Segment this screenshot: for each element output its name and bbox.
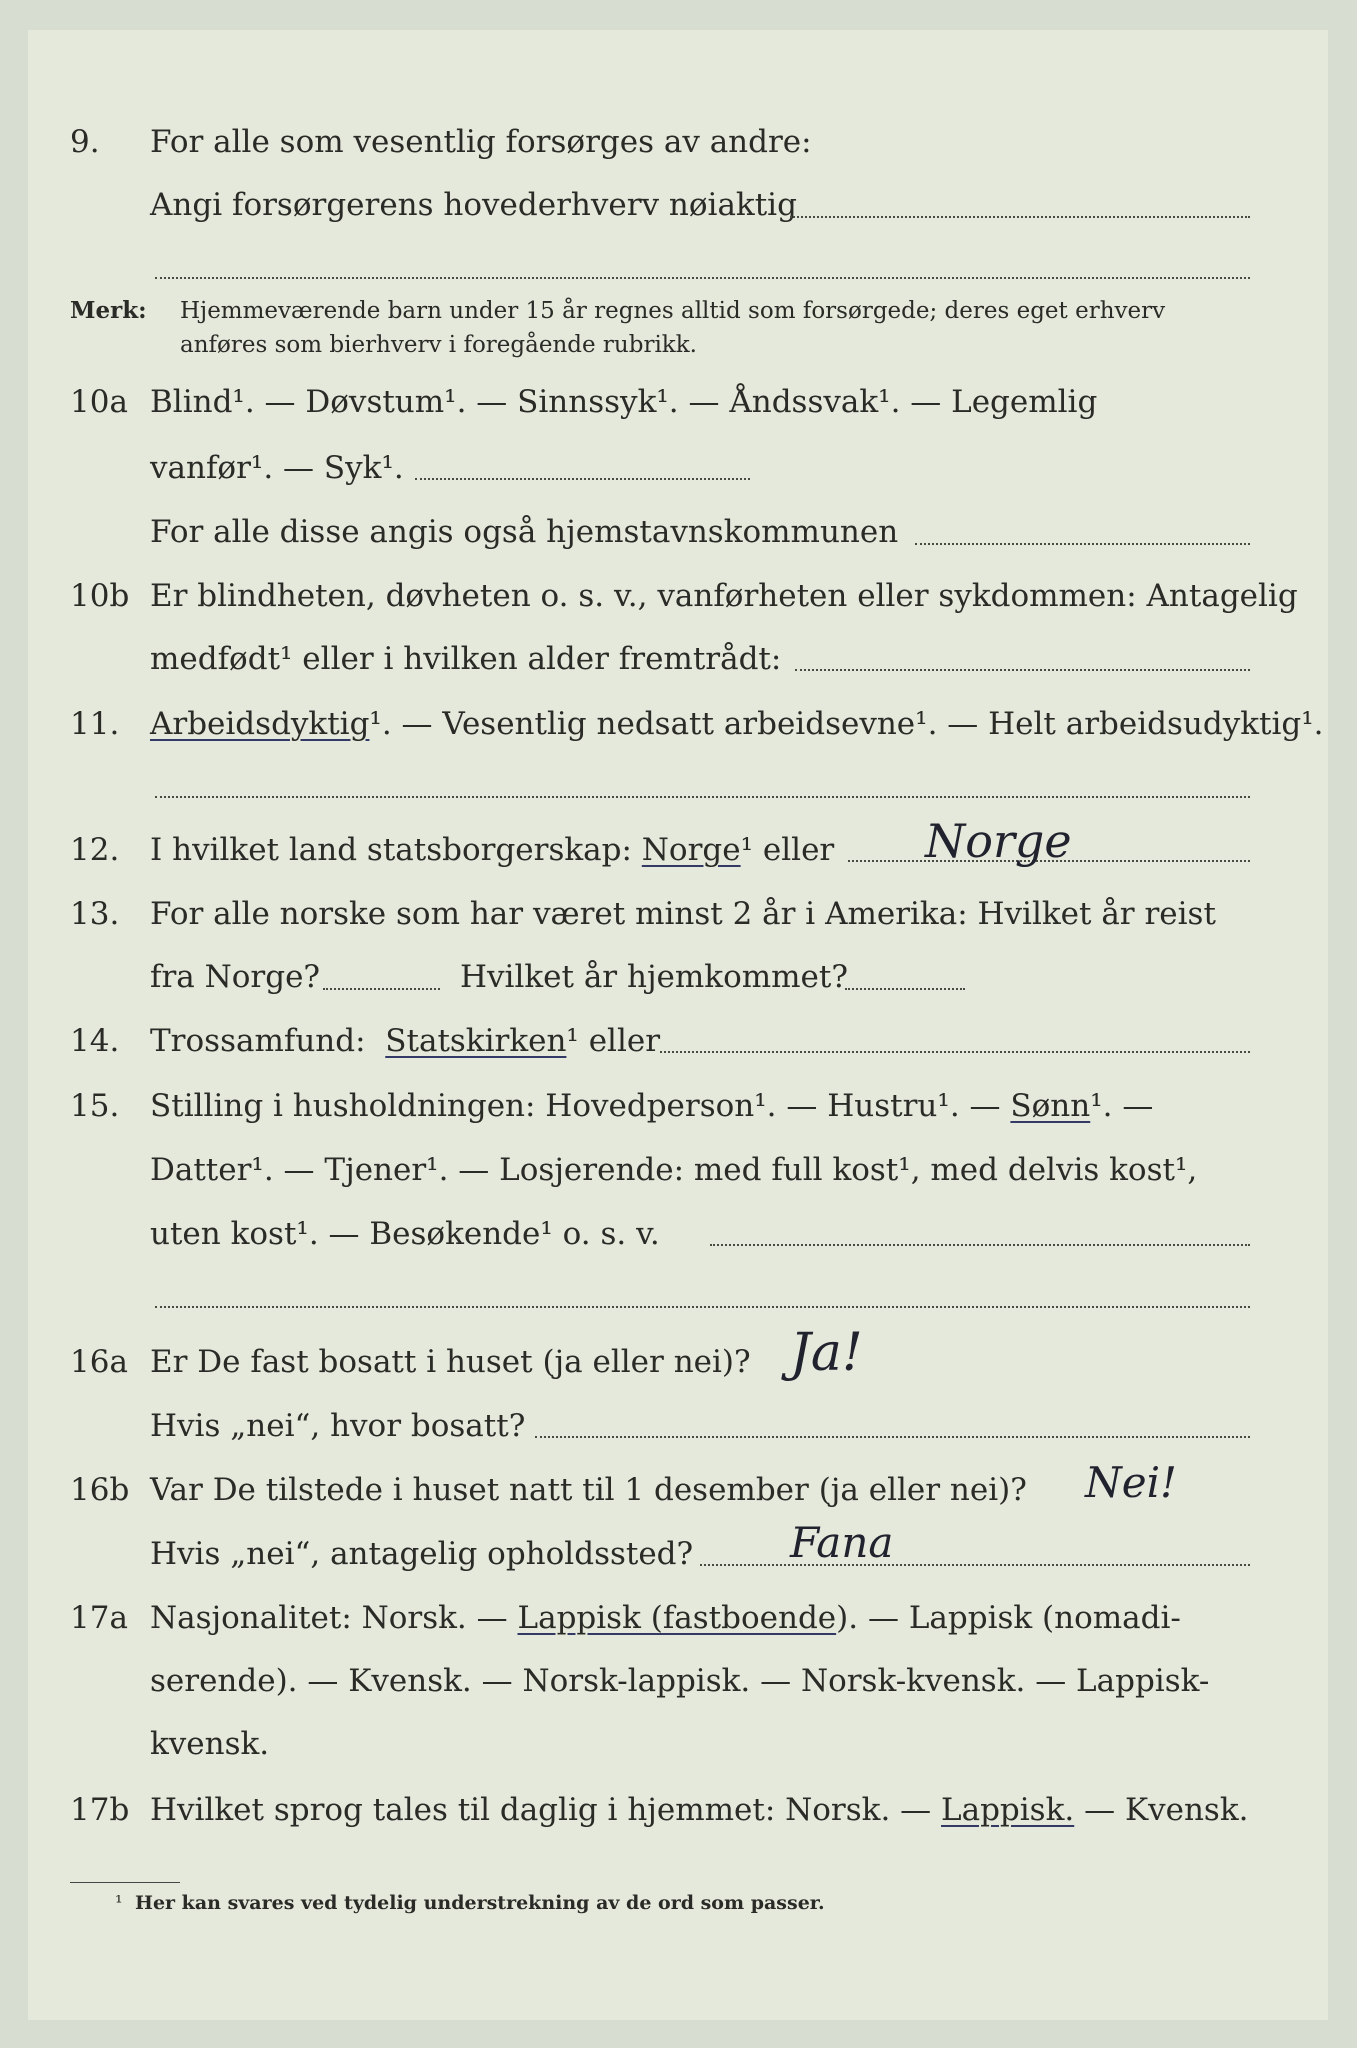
question-text: For alle norske som har været minst 2 år i Amerika: Hvilket år reist bbox=[150, 896, 1216, 932]
answer-line bbox=[700, 1564, 1250, 1566]
question-10b bbox=[0, 574, 1357, 618]
question-number: 16b bbox=[70, 1472, 130, 1508]
question-text: Arbeidsdyktig¹. — Vesentlig nedsatt arbeidsevne¹. — Helt arbeidsudyktig¹. bbox=[150, 706, 1324, 742]
question-15-line2 bbox=[0, 1148, 1357, 1192]
question-text: vanfør¹. — Syk¹. bbox=[150, 450, 404, 486]
underlined-answer: Arbeidsdyktig bbox=[150, 706, 370, 742]
underlined-answer: Norge bbox=[641, 832, 741, 868]
merk-note-line2 bbox=[0, 330, 1357, 374]
question-number: 14. bbox=[70, 1023, 120, 1059]
question-text: serende). — Kvensk. — Norsk-lappisk. — Norsk-kvensk. — Lappisk- bbox=[150, 1663, 1210, 1699]
question-number: 17a bbox=[70, 1600, 128, 1636]
question-15 bbox=[0, 1084, 1357, 1128]
question-17a bbox=[0, 1596, 1357, 1640]
question-10a-line3 bbox=[0, 510, 1357, 554]
question-11 bbox=[0, 702, 1357, 746]
underlined-answer: Sønn bbox=[1010, 1088, 1091, 1124]
question-text: fra Norge? bbox=[150, 959, 321, 995]
answer-line bbox=[795, 669, 1250, 671]
question-text: For alle som vesentlig forsørges av andre: bbox=[150, 124, 812, 160]
question-10a-line2 bbox=[0, 446, 1357, 490]
footnote bbox=[0, 1890, 1357, 1934]
question-text: For alle disse angis også hjemstavnskommunen bbox=[150, 514, 899, 550]
question-number: 9. bbox=[70, 124, 100, 160]
question-number: 15. bbox=[70, 1088, 120, 1124]
question-16a bbox=[0, 1340, 1357, 1384]
question-16b-line2 bbox=[0, 1532, 1357, 1576]
question-text: uten kost¹. — Besøkende¹ o. s. v. bbox=[150, 1216, 660, 1252]
question-17a-line3 bbox=[0, 1722, 1357, 1766]
handwritten-answer: Ja! bbox=[790, 1323, 863, 1383]
answer-line bbox=[155, 1306, 1250, 1308]
answer-line bbox=[323, 988, 440, 990]
handwritten-answer: Fana bbox=[790, 1518, 894, 1567]
question-text: Angi forsørgerens hovederhverv nøiaktig bbox=[150, 187, 797, 223]
handwritten-answer: Norge bbox=[925, 814, 1072, 868]
question-text: Trossamfund: Statskirken¹ eller bbox=[150, 1023, 661, 1059]
answer-line bbox=[535, 1436, 1250, 1438]
question-text: Hvilket sprog tales til daglig i hjemmet: Norsk. — Lappisk. — Kvensk. bbox=[150, 1792, 1249, 1828]
answer-line bbox=[155, 796, 1250, 798]
question-15-line3 bbox=[0, 1212, 1357, 1256]
answer-line bbox=[660, 1051, 1250, 1053]
question-text: Blind¹. — Døvstum¹. — Sinnssyk¹. — Åndssvak¹. — Legemlig bbox=[150, 384, 1098, 420]
underlined-answer: Statskirken bbox=[385, 1023, 567, 1059]
question-number: 12. bbox=[70, 832, 120, 868]
underlined-answer: Lappisk (fastboende bbox=[517, 1600, 837, 1636]
question-12 bbox=[0, 828, 1357, 872]
question-number: 10a bbox=[70, 384, 128, 420]
question-17a-line2 bbox=[0, 1659, 1357, 1703]
question-number: 11. bbox=[70, 706, 120, 742]
question-14 bbox=[0, 1019, 1357, 1063]
handwritten-answer: Nei! bbox=[1085, 1458, 1177, 1507]
answer-line bbox=[845, 988, 965, 990]
question-number: 10b bbox=[70, 578, 130, 614]
question-10a bbox=[0, 380, 1357, 424]
question-text: Hvilket år hjemkommet? bbox=[460, 959, 848, 995]
question-16a-line2 bbox=[0, 1404, 1357, 1448]
question-13-line2 bbox=[0, 955, 1357, 999]
answer-line bbox=[915, 543, 1250, 545]
answer-line bbox=[710, 1244, 1250, 1246]
footnote-rule bbox=[70, 1882, 180, 1883]
question-text: Hvis „nei“, antagelig opholdssted? bbox=[150, 1536, 694, 1572]
merk-text: Hjemmeværende barn under 15 år regnes alltid som forsørgede; deres eget erhverv bbox=[180, 298, 1166, 324]
question-text: Er De fast bosatt i huset (ja eller nei)? bbox=[150, 1344, 751, 1380]
question-text: Nasjonalitet: Norsk. — Lappisk (fastboende). — Lappisk (nomadi- bbox=[150, 1600, 1181, 1636]
question-text: medfødt¹ eller i hvilken alder fremtrådt: bbox=[150, 641, 782, 677]
question-number: 13. bbox=[70, 896, 120, 932]
question-text: Var De tilstede i huset natt til 1 desember (ja eller nei)? bbox=[150, 1472, 1027, 1508]
question-9-line2 bbox=[0, 183, 1357, 227]
underlined-answer: Lappisk. bbox=[941, 1792, 1075, 1828]
footnote-mark: ¹ bbox=[115, 1892, 123, 1914]
answer-line bbox=[790, 216, 1250, 218]
question-17b bbox=[0, 1788, 1357, 1832]
merk-text: anføres som bierhverv i foregående rubrikk. bbox=[180, 332, 697, 358]
question-9 bbox=[0, 120, 1357, 164]
merk-label: Merk: bbox=[70, 297, 147, 324]
question-text: I hvilket land statsborgerskap: Norge¹ eller bbox=[150, 832, 835, 868]
answer-line bbox=[415, 478, 750, 480]
question-number: 17b bbox=[70, 1792, 130, 1828]
question-text: Er blindheten, døvheten o. s. v., vanførheten eller sykdommen: Antagelig bbox=[150, 578, 1298, 614]
question-10b-line2 bbox=[0, 637, 1357, 681]
question-text: Stilling i husholdningen: Hovedperson¹. — Hustru¹. — Sønn¹. — bbox=[150, 1088, 1154, 1124]
question-13 bbox=[0, 892, 1357, 936]
question-number: 16a bbox=[70, 1344, 128, 1380]
question-text: Hvis „nei“, hvor bosatt? bbox=[150, 1408, 526, 1444]
answer-line bbox=[155, 277, 1250, 279]
footnote-text: Her kan svares ved tydelig understrekning av de ord som passer. bbox=[135, 1892, 825, 1914]
question-text: Datter¹. — Tjener¹. — Losjerende: med full kost¹, med delvis kost¹, bbox=[150, 1152, 1198, 1188]
question-text: kvensk. bbox=[150, 1726, 270, 1762]
